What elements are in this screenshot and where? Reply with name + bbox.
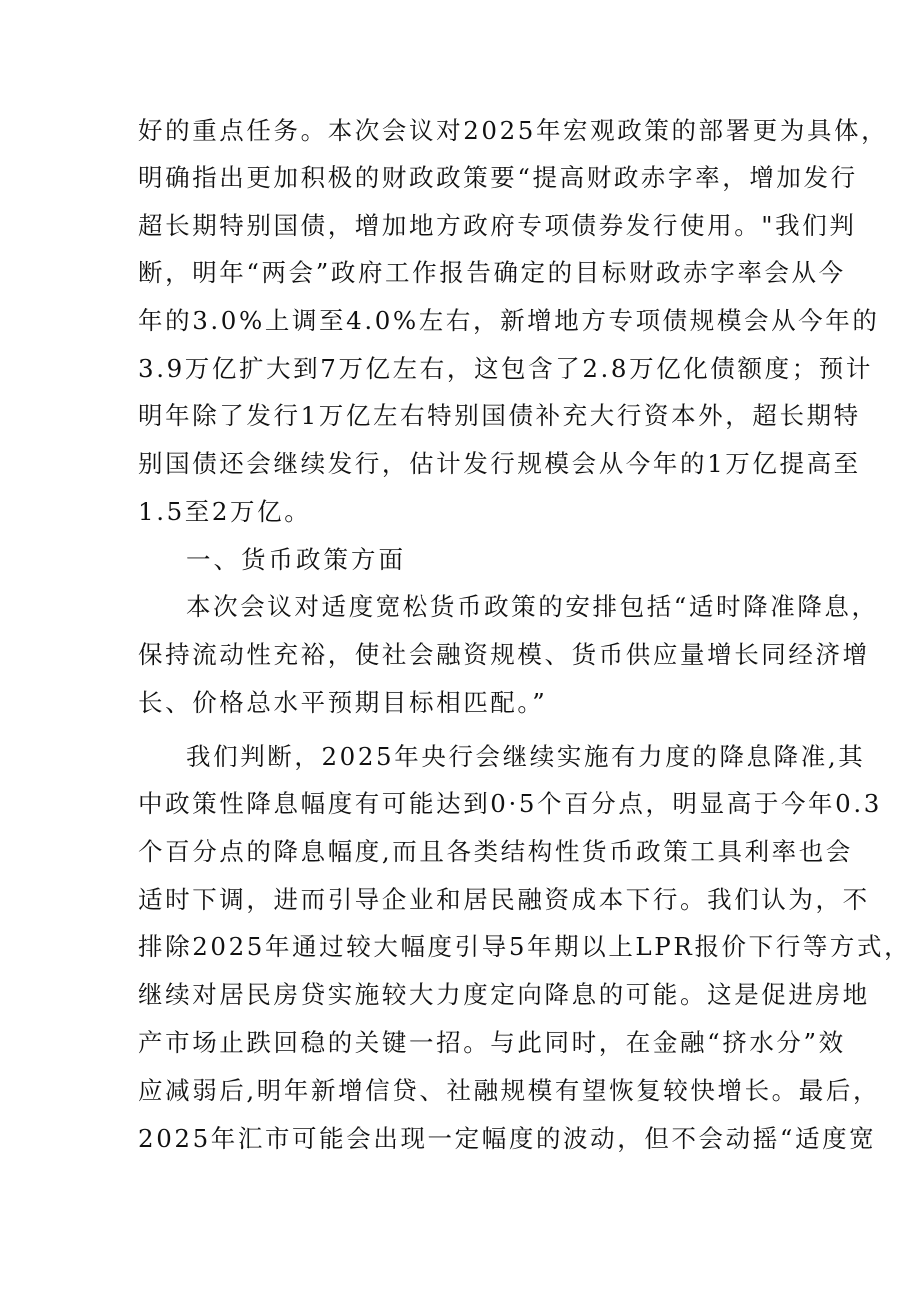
paragraph-2-line-1: 本次会议对适度宽松货币政策的安排包括“适时降准降息， <box>186 592 879 621</box>
paragraph-1-line-6: 3.9万亿扩大到7万亿左右，这包含了2.8万亿化债额度；预计 <box>138 354 874 383</box>
paragraph-1-line-8: 别国债还会继续发行，估计发行规模会从今年的1万亿提高至 <box>138 449 861 478</box>
paragraph-3-line-7: 产市场止跌回稳的关键一招。与此同时，在金融“挤水分”效 <box>138 1028 846 1057</box>
paragraph-3-line-1: 我们判断，2025年央行会继续实施有力度的降息降准,其 <box>186 742 866 771</box>
paragraph-1-line-1: 好的重点任务。本次会议对2025年宏观政策的部署更为具体， <box>138 116 889 145</box>
paragraph-1-line-3: 超长期特别国债，增加地方政府专项债券发行使用。"我们判 <box>138 211 857 240</box>
paragraph-3-line-5: 排除2025年通过较大幅度引导5年期以上LPR报价下行等方式， <box>138 932 912 961</box>
section-heading: 一、货币政策方面 <box>186 545 406 574</box>
paragraph-1-line-9: 1.5至2万亿。 <box>138 497 312 526</box>
paragraph-1-line-7: 明年除了发行1万亿左右特别国债补充大行资本外，超长期特 <box>138 401 861 430</box>
paragraph-3-line-8: 应减弱后,明年新增信贷、社融规模有望恢复较快增长。最后， <box>138 1076 881 1105</box>
paragraph-1-line-5: 年的3.0%上调至4.0%左右，新增地方专项债规模会从今年的 <box>138 306 880 335</box>
paragraph-3-line-3: 个百分点的降息幅度,而且各类结构性货币政策工具利率也会 <box>138 837 853 866</box>
paragraph-2-line-2: 保持流动性充裕，使社会融资规模、货币供应量增长同经济增 <box>138 640 870 669</box>
paragraph-2-line-3: 长、价格总水平预期目标相匹配。” <box>138 688 548 717</box>
paragraph-1-line-2: 明确指出更加积极的财政政策要“提高财政赤字率，增加发行 <box>138 163 858 192</box>
paragraph-3-line-6: 继续对居民房贷实施较大力度定向降息的可能。这是促进房地 <box>138 980 870 1009</box>
paragraph-3-line-9: 2025年汇市可能会出现一定幅度的波动，但不会动摇“适度宽 <box>138 1124 877 1153</box>
paragraph-1-line-4: 断，明年“两会”政府工作报告确定的目标财政赤字率会从今 <box>138 258 846 287</box>
paragraph-3-line-4: 适时下调，进而引导企业和居民融资成本下行。我们认为，不 <box>138 885 870 914</box>
paragraph-3-line-2: 中政策性降息幅度有可能达到0·5个百分点，明显高于今年0.3 <box>138 789 882 818</box>
